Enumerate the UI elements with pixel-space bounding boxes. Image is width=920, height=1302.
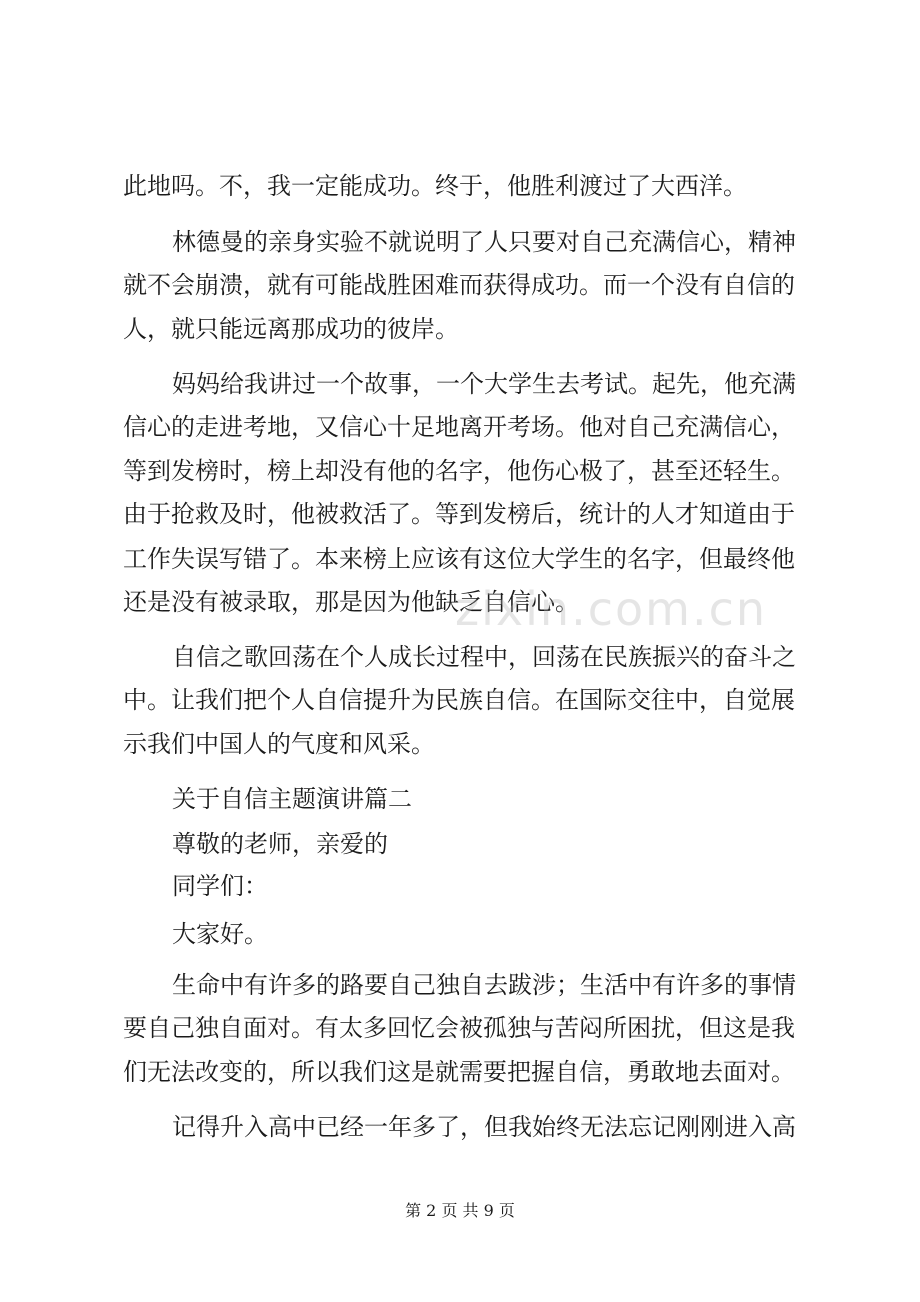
text-line: 人，就只能远离那成功的彼岸。 bbox=[123, 315, 459, 343]
text-line: 要自己独自面对。有太多回忆会被孤独与苦闷所困扰，但这是我 bbox=[123, 1014, 795, 1042]
text-line: 示我们中国人的气度和风采。 bbox=[123, 730, 435, 758]
text-line: 同学们： bbox=[172, 872, 268, 900]
text-line: 林德曼的亲身实验不就说明了人只要对自己充满信心，精神 bbox=[172, 228, 796, 256]
text-line: 还是没有被录取，那是因为他缺乏自信心。 bbox=[123, 588, 579, 616]
text-line: 等到发榜时，榜上却没有他的名字，他伤心极了，甚至还轻生。 bbox=[123, 457, 795, 485]
section-heading: 关于自信主题演讲篇二 bbox=[172, 785, 412, 813]
page-footer: 第 2 页 共 9 页 bbox=[405, 1201, 515, 1220]
text-line: 大家好。 bbox=[172, 920, 268, 948]
text-line: 生命中有许多的路要自己独自去跋涉；生活中有许多的事情 bbox=[172, 971, 796, 999]
text-line: 记得升入高中已经一年多了，但我始终无法忘记刚刚进入高 bbox=[172, 1113, 796, 1141]
text-line: 工作失误写错了。本来榜上应该有这位大学生的名字，但最终他 bbox=[123, 545, 795, 573]
text-line: 们无法改变的，所以我们这是就需要把握自信，勇敢地去面对。 bbox=[123, 1058, 795, 1086]
text-line: 中。让我们把个人自信提升为民族自信。在国际交往中，自觉展 bbox=[123, 686, 795, 714]
watermark: zixin.com.cn bbox=[455, 582, 768, 636]
text-line: 妈妈给我讲过一个故事，一个大学生去考试。起先，他充满 bbox=[172, 370, 796, 398]
text-line: 就不会崩溃，就有可能战胜困难而获得成功。而一个没有自信的 bbox=[123, 271, 795, 299]
text-line: 此地吗。不，我一定能成功。终于，他胜利渡过了大西洋。 bbox=[123, 172, 747, 200]
text-line: 信心的走进考地，又信心十足地离开考场。他对自己充满信心， bbox=[123, 413, 795, 441]
text-line: 由于抢救及时，他被救活了。等到发榜后，统计的人才知道由于 bbox=[123, 500, 795, 528]
text-line: 尊敬的老师，亲爱的 bbox=[172, 830, 388, 858]
text-line: 自信之歌回荡在个人成长过程中，回荡在民族振兴的奋斗之 bbox=[172, 643, 796, 671]
